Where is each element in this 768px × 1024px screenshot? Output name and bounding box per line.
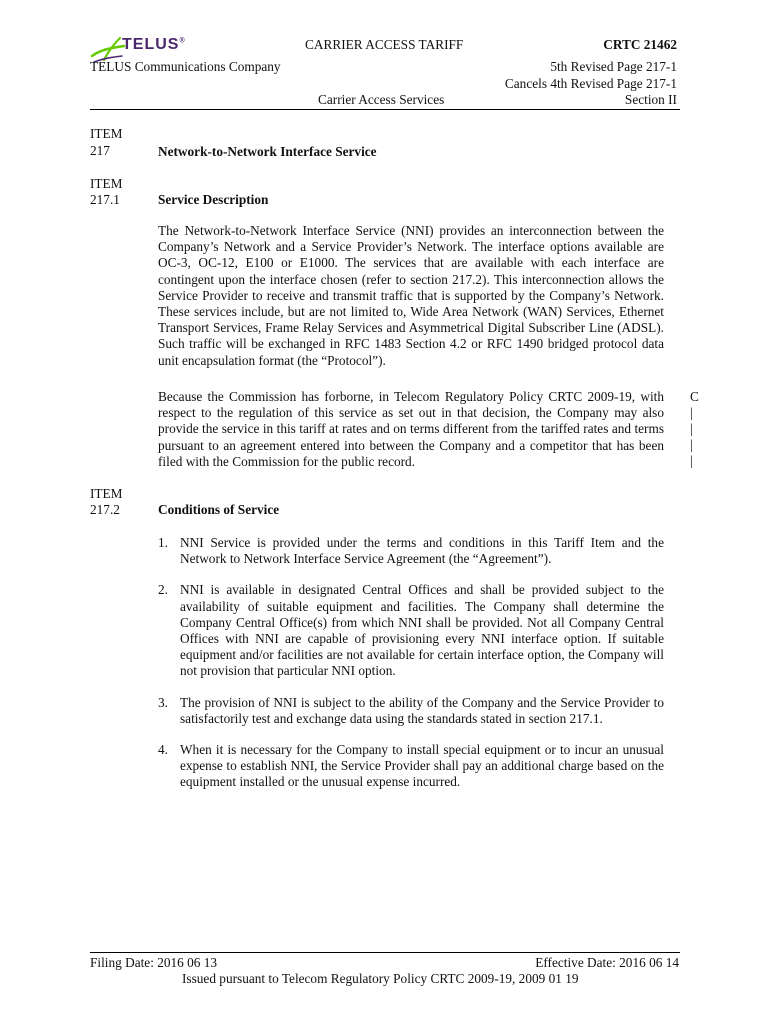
list-number: 4. <box>158 742 168 758</box>
list-number: 3. <box>158 694 168 710</box>
company-name: TELUS Communications Company <box>90 59 281 74</box>
revision-label: 5th Revised Page 217-1 <box>550 59 677 74</box>
change-mark: C <box>690 389 699 404</box>
list-number: 1. <box>158 535 168 550</box>
logo-text: TELUS® <box>122 36 186 53</box>
section-label: Section II <box>624 92 677 107</box>
item-number: 217.1 <box>90 192 120 207</box>
list-item <box>158 582 664 679</box>
forbearance-paragraph: Because the Commission has forborne, in Telecom Regulatory Policy CRTC 2009-19, with respect to the regulation of this service as set out in that decision, the Company may also provide the service in this tariff at rates and on terms different from the tariffed rates and terms pursuant to an agreement entered into between the Company and a competitor that has been filed with the Commission for the public record. <box>158 389 664 469</box>
effective-date: Effective Date: 2016 06 14 <box>535 955 679 970</box>
item-title: Network-to-Network Interface Service <box>158 144 377 159</box>
list-item <box>158 695 664 727</box>
crtc-number: CRTC 21462 <box>603 37 677 52</box>
item-number: 217.2 <box>90 502 120 517</box>
footer-divider <box>90 952 680 953</box>
tariff-title: CARRIER ACCESS TARIFF <box>305 37 464 52</box>
list-item <box>158 742 664 791</box>
item-number: 217 <box>90 143 110 158</box>
item-label: ITEM <box>90 176 123 191</box>
change-mark: | <box>690 421 693 436</box>
item-label: ITEM <box>90 486 123 501</box>
list-text: When it is necessary for the Company to install special equipment or to incur an unusual expense to establish NNI, the Service Provider shall pay an additional charge based on the equipment installed or the unusual expense incurred. <box>180 742 664 790</box>
conditions-list <box>158 535 664 791</box>
change-mark: | <box>690 405 693 420</box>
cancels-label: Cancels 4th Revised Page 217-1 <box>504 76 677 91</box>
filing-date: Filing Date: 2016 06 13 <box>90 955 218 970</box>
list-text: NNI is available in designated Central Offices and shall be provided subject to the availability of suitable equipment and facilities. The Company shall determine the Company Central Office(s) from which NNI shall be provided. Not all Company Central Offices with NNI are capable of provisioning every NNI interface option. If suitable equipment and/or facilities are not available for certain interface option, the Company will not provision that particular NNI option. <box>180 582 664 679</box>
list-item <box>158 535 664 567</box>
item-label: ITEM <box>90 126 123 141</box>
header-divider <box>90 109 680 110</box>
section-heading: Conditions of Service <box>158 502 280 517</box>
list-text: NNI Service is provided under the terms and conditions in this Tariff Item and the Network to Network Interface Service Agreement (the “Agreement”). <box>180 535 664 567</box>
service-description-paragraph: The Network-to-Network Interface Service (NNI) provides an interconnection between the Company’s Network and a Service Provider’s Network. The interface options available are OC-3, OC-12, E100 or E1000. The services that are available with each interface are contingent upon the interface chosen (refer to section 217.2). This interconnection allows the Service Provider to receive and transmit traffic that is supported by the Company’s Network. These services include, but are not limited to, Wide Area Network (WAN) Services, Ethernet Transport Services, Frame Relay Services and Asymmetrical Digital Subscriber Line (ADSL). Such traffic will be exchanged in RFC 1483 Section 4.2 or RFC 1490 bridged protocol data unit encapsulation format (the “Protocol”). <box>158 223 664 368</box>
change-mark: | <box>690 453 693 468</box>
change-mark: | <box>690 437 693 452</box>
issued-note: Issued pursuant to Telecom Regulatory Policy CRTC 2009-19, 2009 01 19 <box>182 971 579 986</box>
services-subtitle: Carrier Access Services <box>318 92 445 107</box>
list-text: The provision of NNI is subject to the ability of the Company and the Service Provider to satisfactorily test and exchange data using the standards stated in section 217.1. <box>180 694 664 726</box>
list-number: 2. <box>158 582 168 598</box>
section-heading: Service Description <box>158 192 269 207</box>
